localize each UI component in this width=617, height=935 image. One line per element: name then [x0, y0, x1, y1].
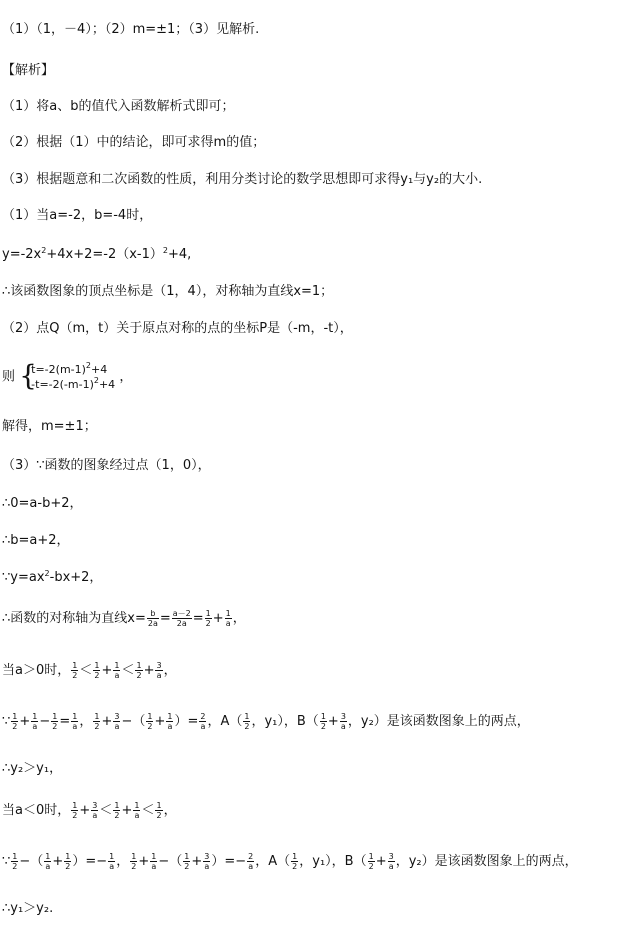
- hint-3: （3）根据题意和二次函数的性质，利用分类讨论的数学思想即可求得y₁与y₂的大小.: [2, 172, 483, 187]
- part2-solution: 解得，m=±1；: [2, 419, 97, 434]
- part2-symmetric: （2）点Q（m，t）关于原点对称的点的坐标P是（-m，-t），: [2, 321, 353, 336]
- part1-vertex: ∴该函数图象的顶点坐标是（1，4），对称轴为直线x=1；: [2, 284, 334, 299]
- equation-system: { $t=-2(m-1)^2+4$ $-t=-2(-m-1)^2+4$: [19, 359, 116, 392]
- part1-function: $y=-2x^2+4x+2=-2(x-1)^2+4$,: [2, 246, 192, 262]
- part3-line2: ∴b=a+2，: [2, 533, 70, 548]
- case1-inequality: 当a＞0时， $\frac{1}{2}$ ＜ $\frac{1}{2}$ + $\frac{1}{a}$ ＜ $\frac{1}{2}$ + $\frac{3}{a}$ ，: [2, 661, 177, 680]
- case1-result: ∴y₂＞y₁，: [2, 761, 63, 776]
- part3-line1: ∴0=a-b+2，: [2, 496, 83, 511]
- analysis-heading: 【解析】: [2, 63, 55, 78]
- part3-through: （3）∵函数的图象经过点（1，0），: [2, 458, 211, 473]
- part1-given: （1）当a=-2，b=-4时，: [2, 208, 153, 223]
- hint-1: （1）将a、b的值代入函数解析式即可；: [2, 99, 235, 114]
- part3-line3: $\because y=ax^2-bx+2$，: [2, 569, 103, 585]
- answer-line: （1）（1，－4）；（2）m=±1；（3）见解析.: [2, 22, 260, 37]
- case2-distances: ∵ $\frac{1}{2}$ −（ $\frac{1}{a}$ + $\frac{1}{2}$ ）=− $\frac{1}{a}$ ， $\frac{1}{2}$ + $\frac{1}{a}$ −（ $\frac{1}{2}$ + $\frac{3}{a}$ ）=− $\frac{2}{a}$ ，A（ $\frac{1}{2}$ ，y₁），B（ $\frac{1}{2}$ + $\frac{3}{a}$ ，y₂）是该函数图象上的两点，: [2, 852, 578, 871]
- case2-result: ∴y₁＞y₂.: [2, 901, 54, 916]
- hint-2: （2）根据（1）中的结论，即可求得m的值；: [2, 135, 266, 150]
- case2-inequality: 当a＜0时， $\frac{1}{2}$ + $\frac{3}{a}$ ＜ $\frac{1}{2}$ + $\frac{1}{a}$ ＜ $\frac{1}{2}$ ，: [2, 801, 177, 820]
- case1-distances: ∵ $\frac{1}{2}$ + $\frac{1}{a}$ − $\frac{1}{2}$ = $\frac{1}{a}$ ， $\frac{1}{2}$ + $\frac{3}{a}$ −（ $\frac{1}{2}$ + $\frac{1}{a}$ ）= $\frac{2}{a}$ ，A（ $\frac{1}{2}$ ，y₁），B（ $\frac{1}{2}$ + $\frac{3}{a}$ ，y₂）是该函数图象上的两点，: [2, 712, 530, 731]
- part3-axis: ∴函数的对称轴为直线x= $\frac{b}{2a}$ = $\frac{a-2}{2a}$ = $\frac{1}{2}$ + $\frac{1}{a}$ ，: [2, 609, 246, 628]
- part2-system: 则 { $t=-2(m-1)^2+4$ $-t=-2(-m-1)^2+4$ ，: [2, 359, 133, 392]
